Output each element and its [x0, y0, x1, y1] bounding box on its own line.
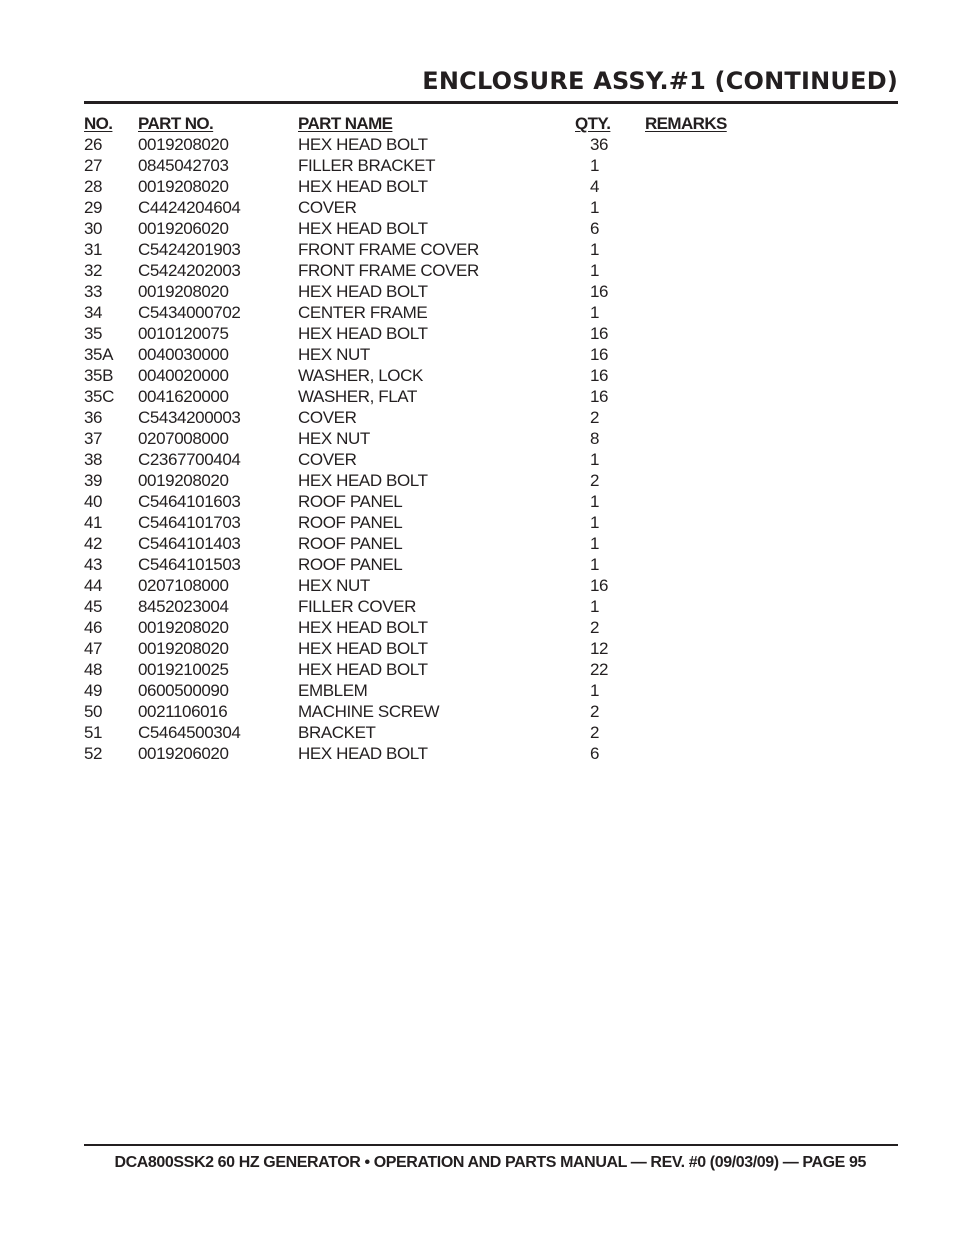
cell-part-name: HEX NUT	[298, 345, 370, 364]
cell-qty: 8	[590, 429, 600, 448]
cell-part-no: 0019206020	[138, 744, 229, 763]
table-row	[84, 617, 804, 638]
cell-part-no: C4424204604	[138, 198, 241, 217]
cell-part-no: C5424201903	[138, 240, 241, 259]
column-header-no: NO.	[84, 114, 113, 133]
cell-qty: 2	[590, 471, 600, 490]
cell-qty: 6	[590, 744, 600, 763]
cell-part-name: HEX HEAD BOLT	[298, 177, 428, 196]
cell-no: 32	[84, 261, 103, 280]
cell-no: 38	[84, 450, 103, 469]
table-body	[84, 134, 804, 764]
table-row	[84, 554, 804, 575]
column-header-qty: QTY.	[575, 114, 611, 133]
table-row	[84, 134, 804, 155]
cell-no: 30	[84, 219, 103, 238]
cell-no: 35B	[84, 366, 114, 385]
cell-part-name: BRACKET	[298, 723, 376, 742]
cell-qty: 4	[590, 177, 600, 196]
column-header-remarks: REMARKS	[645, 114, 727, 133]
cell-no: 46	[84, 618, 103, 637]
table-row	[84, 638, 804, 659]
table-row	[84, 197, 804, 218]
title-divider	[84, 101, 898, 104]
cell-qty: 1	[590, 681, 600, 700]
cell-part-name: COVER	[298, 408, 357, 427]
cell-part-name: HEX HEAD BOLT	[298, 135, 428, 154]
footer-divider	[84, 1144, 898, 1146]
cell-part-no: 0019208020	[138, 618, 229, 637]
cell-part-no: C5424202003	[138, 261, 241, 280]
cell-qty: 12	[590, 639, 609, 658]
cell-part-no: 0010120075	[138, 324, 229, 343]
table-row	[84, 176, 804, 197]
cell-part-no: 0040020000	[138, 366, 229, 385]
cell-part-name: HEX NUT	[298, 429, 370, 448]
cell-part-name: ROOF PANEL	[298, 513, 403, 532]
table-row	[84, 512, 804, 533]
cell-qty: 36	[590, 135, 609, 154]
cell-qty: 1	[590, 240, 600, 259]
page-title: ENCLOSURE ASSY.#1 (CONTINUED)	[422, 67, 898, 95]
cell-no: 37	[84, 429, 103, 448]
cell-part-name: HEX HEAD BOLT	[298, 219, 428, 238]
table-row	[84, 596, 804, 617]
cell-qty: 1	[590, 555, 600, 574]
table-row	[84, 470, 804, 491]
table-row	[84, 659, 804, 680]
table-row	[84, 260, 804, 281]
cell-part-no: 0019206020	[138, 219, 229, 238]
cell-no: 31	[84, 240, 103, 259]
cell-part-no: 0207108000	[138, 576, 229, 595]
cell-qty: 22	[590, 660, 609, 679]
cell-part-name: HEX NUT	[298, 576, 370, 595]
table-row	[84, 344, 804, 365]
cell-part-name: HEX HEAD BOLT	[298, 660, 428, 679]
cell-no: 35C	[84, 387, 114, 406]
cell-qty: 2	[590, 723, 600, 742]
table-header-row	[84, 113, 804, 134]
cell-no: 29	[84, 198, 103, 217]
cell-qty: 2	[590, 408, 600, 427]
cell-qty: 1	[590, 450, 600, 469]
table-row	[84, 302, 804, 323]
cell-qty: 2	[590, 702, 600, 721]
cell-part-name: CENTER FRAME	[298, 303, 428, 322]
cell-qty: 1	[590, 534, 600, 553]
cell-no: 52	[84, 744, 103, 763]
page-footer: DCA800SSK2 60 HZ GENERATOR • OPERATION AND PARTS MANUAL — REV. #0 (09/03/09) — PAGE 95	[114, 1154, 866, 1171]
cell-no: 33	[84, 282, 103, 301]
cell-qty: 16	[590, 387, 609, 406]
cell-part-no: 0845042703	[138, 156, 229, 175]
cell-no: 39	[84, 471, 103, 490]
cell-part-name: ROOF PANEL	[298, 492, 403, 511]
cell-no: 36	[84, 408, 103, 427]
cell-part-no: 0019208020	[138, 471, 229, 490]
cell-part-name: MACHINE SCREW	[298, 702, 440, 721]
cell-qty: 1	[590, 261, 600, 280]
cell-no: 47	[84, 639, 103, 658]
cell-no: 34	[84, 303, 103, 322]
cell-part-no: 0019208020	[138, 177, 229, 196]
table-row	[84, 281, 804, 302]
cell-qty: 16	[590, 366, 609, 385]
cell-part-name: FILLER COVER	[298, 597, 417, 616]
cell-part-name: FILLER BRACKET	[298, 156, 436, 175]
cell-no: 49	[84, 681, 103, 700]
cell-qty: 16	[590, 345, 609, 364]
table-row	[84, 491, 804, 512]
table-row	[84, 365, 804, 386]
cell-no: 42	[84, 534, 103, 553]
cell-part-no: C5434200003	[138, 408, 241, 427]
cell-part-name: HEX HEAD BOLT	[298, 744, 428, 763]
cell-no: 28	[84, 177, 103, 196]
table-row	[84, 155, 804, 176]
table-row	[84, 680, 804, 701]
cell-qty: 1	[590, 156, 600, 175]
cell-part-name: WASHER, LOCK	[298, 366, 423, 385]
cell-part-no: 0019208020	[138, 639, 229, 658]
cell-no: 35A	[84, 345, 114, 364]
cell-no: 27	[84, 156, 103, 175]
cell-part-no: C5464101403	[138, 534, 241, 553]
cell-no: 45	[84, 597, 103, 616]
cell-qty: 16	[590, 324, 609, 343]
cell-part-name: FRONT FRAME COVER	[298, 261, 479, 280]
cell-no: 51	[84, 723, 103, 742]
cell-part-name: HEX HEAD BOLT	[298, 618, 428, 637]
cell-part-name: FRONT FRAME COVER	[298, 240, 479, 259]
cell-part-no: 0021106016	[138, 702, 228, 721]
cell-no: 35	[84, 324, 103, 343]
table-row	[84, 428, 804, 449]
cell-part-no: 0207008000	[138, 429, 229, 448]
cell-part-name: ROOF PANEL	[298, 555, 403, 574]
column-header-part-name: PART NAME	[298, 114, 393, 133]
table-row	[84, 407, 804, 428]
cell-part-name: HEX HEAD BOLT	[298, 324, 428, 343]
table-row	[84, 743, 804, 764]
cell-part-no: C5464101703	[138, 513, 241, 532]
table-row	[84, 323, 804, 344]
cell-part-no: 0019210025	[138, 660, 229, 679]
cell-no: 41	[84, 513, 103, 532]
cell-part-name: HEX HEAD BOLT	[298, 471, 428, 490]
table-row	[84, 575, 804, 596]
cell-no: 44	[84, 576, 103, 595]
cell-no: 50	[84, 702, 103, 721]
cell-part-name: ROOF PANEL	[298, 534, 403, 553]
cell-no: 40	[84, 492, 103, 511]
parts-list	[84, 113, 804, 764]
cell-part-name: HEX HEAD BOLT	[298, 282, 428, 301]
cell-qty: 1	[590, 597, 600, 616]
cell-part-no: C5434000702	[138, 303, 241, 322]
table-row	[84, 701, 804, 722]
table-row	[84, 386, 804, 407]
table-row	[84, 239, 804, 260]
column-header-part-no: PART NO.	[138, 114, 214, 133]
cell-part-name: EMBLEM	[298, 681, 368, 700]
cell-part-no: 0040030000	[138, 345, 229, 364]
cell-no: 48	[84, 660, 103, 679]
cell-qty: 1	[590, 492, 600, 511]
cell-part-name: COVER	[298, 198, 357, 217]
cell-part-no: 0600500090	[138, 681, 229, 700]
table-row	[84, 449, 804, 470]
cell-part-no: 0041620000	[138, 387, 229, 406]
cell-part-no: C5464500304	[138, 723, 241, 742]
cell-qty: 1	[590, 513, 600, 532]
cell-part-no: C5464101603	[138, 492, 241, 511]
cell-qty: 6	[590, 219, 600, 238]
cell-part-name: COVER	[298, 450, 357, 469]
table-row	[84, 533, 804, 554]
cell-qty: 1	[590, 198, 600, 217]
cell-qty: 1	[590, 303, 600, 322]
cell-part-no: 8452023004	[138, 597, 229, 616]
cell-part-no: C2367700404	[138, 450, 241, 469]
cell-no: 43	[84, 555, 103, 574]
cell-part-no: C5464101503	[138, 555, 241, 574]
cell-part-no: 0019208020	[138, 135, 229, 154]
table-row	[84, 722, 804, 743]
cell-part-name: WASHER, FLAT	[298, 387, 417, 406]
cell-qty: 16	[590, 282, 609, 301]
table-row	[84, 218, 804, 239]
cell-part-no: 0019208020	[138, 282, 229, 301]
cell-part-name: HEX HEAD BOLT	[298, 639, 428, 658]
cell-no: 26	[84, 135, 103, 154]
cell-qty: 16	[590, 576, 609, 595]
cell-qty: 2	[590, 618, 600, 637]
